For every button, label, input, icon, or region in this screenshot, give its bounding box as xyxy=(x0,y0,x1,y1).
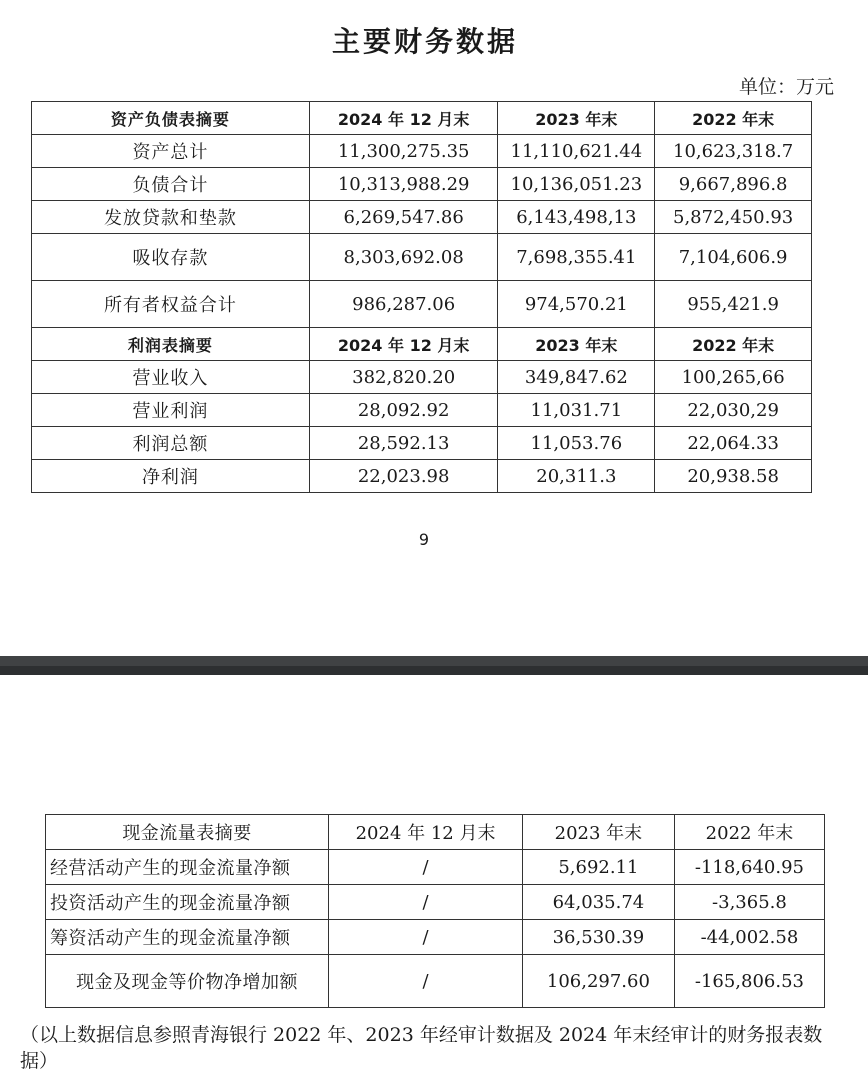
row-label: 吸收存款 xyxy=(32,234,310,281)
page-number: 9 xyxy=(418,530,430,549)
table-cell: 6,143,498,13 xyxy=(498,201,655,234)
table-cell: 5,692.11 xyxy=(522,850,674,885)
table-cell: -118,640.95 xyxy=(674,850,824,885)
table-cell: 6,269,547.86 xyxy=(309,201,498,234)
table-cell: -165,806.53 xyxy=(674,955,824,1008)
table-cell: 22,030,29 xyxy=(655,394,812,427)
row-label: 所有者权益合计 xyxy=(32,281,310,328)
table-cell: 20,938.58 xyxy=(655,460,812,493)
header-cell: 现金流量表摘要 xyxy=(46,815,329,850)
table-cell: 986,287.06 xyxy=(309,281,498,328)
row-label: 筹资活动产生的现金流量净额 xyxy=(46,920,329,955)
table-row xyxy=(46,955,825,1008)
table-cell: 11,053.76 xyxy=(498,427,655,460)
header-cell: 2022 年末 xyxy=(655,328,812,361)
financial-summary-table xyxy=(31,101,812,493)
table-cell: / xyxy=(329,850,523,885)
row-label: 净利润 xyxy=(32,460,310,493)
row-label: 资产总计 xyxy=(32,135,310,168)
row-label: 利润总额 xyxy=(32,427,310,460)
row-label: 经营活动产生的现金流量净额 xyxy=(46,850,329,885)
table-row xyxy=(32,201,812,234)
row-label: 负债合计 xyxy=(32,168,310,201)
table-cell: 28,592.13 xyxy=(309,427,498,460)
table-cell: 974,570.21 xyxy=(498,281,655,328)
table-cell: 28,092.92 xyxy=(309,394,498,427)
table-cell: 10,136,051.23 xyxy=(498,168,655,201)
table-row xyxy=(46,885,825,920)
row-label: 投资活动产生的现金流量净额 xyxy=(46,885,329,920)
table-cell: 36,530.39 xyxy=(522,920,674,955)
header-cell: 2024 年 12 月末 xyxy=(309,328,498,361)
header-cell: 2024 年 12 月末 xyxy=(309,102,498,135)
table-row xyxy=(32,168,812,201)
table-cell: 11,110,621.44 xyxy=(498,135,655,168)
table-cell: / xyxy=(329,920,523,955)
table-cell: 8,303,692.08 xyxy=(309,234,498,281)
table-cell: 10,313,988.29 xyxy=(309,168,498,201)
table-cell: 22,023.98 xyxy=(309,460,498,493)
table-cell: / xyxy=(329,955,523,1008)
row-label: 营业利润 xyxy=(32,394,310,427)
table-cell: / xyxy=(329,885,523,920)
table-cell: -3,365.8 xyxy=(674,885,824,920)
header-cell: 2022 年末 xyxy=(655,102,812,135)
table-cell: -44,002.58 xyxy=(674,920,824,955)
header-cell: 2023 年末 xyxy=(522,815,674,850)
header-cell: 2023 年末 xyxy=(498,102,655,135)
table-cell: 20,311.3 xyxy=(498,460,655,493)
table-cell: 7,698,355.41 xyxy=(498,234,655,281)
table-row xyxy=(32,394,812,427)
row-label: 现金及现金等价物净增加额 xyxy=(46,955,329,1008)
table-cell: 955,421.9 xyxy=(655,281,812,328)
table-cell: 64,035.74 xyxy=(522,885,674,920)
table-header-row xyxy=(46,815,825,850)
table-cell: 382,820.20 xyxy=(309,361,498,394)
table-cell: 11,031.71 xyxy=(498,394,655,427)
page-title: 主要财务数据 xyxy=(331,25,518,58)
page-separator-shadow xyxy=(0,666,868,675)
table-header-row xyxy=(32,328,812,361)
header-cell: 利润表摘要 xyxy=(32,328,310,361)
table-row xyxy=(32,361,812,394)
table-cell: 100,265,66 xyxy=(655,361,812,394)
table-cell: 106,297.60 xyxy=(522,955,674,1008)
table-cell: 9,667,896.8 xyxy=(655,168,812,201)
table-cell: 7,104,606.9 xyxy=(655,234,812,281)
table-row xyxy=(32,281,812,328)
source-note: （以上数据信息参照青海银行 2022 年、2023 年经审计数据及 2024 年末经审计的财务报表数据） xyxy=(20,1024,823,1072)
table-row xyxy=(46,850,825,885)
table-cell: 22,064.33 xyxy=(655,427,812,460)
page-separator xyxy=(0,656,868,666)
row-label: 营业收入 xyxy=(32,361,310,394)
table-row xyxy=(32,460,812,493)
header-cell: 2023 年末 xyxy=(498,328,655,361)
cash-flow-table xyxy=(45,814,825,1008)
row-label: 发放贷款和垫款 xyxy=(32,201,310,234)
table-header-row xyxy=(32,102,812,135)
table-row xyxy=(46,920,825,955)
header-cell: 资产负债表摘要 xyxy=(32,102,310,135)
table-cell: 349,847.62 xyxy=(498,361,655,394)
table-cell: 11,300,275.35 xyxy=(309,135,498,168)
unit-label: 单位：万元 xyxy=(738,76,834,98)
table-row xyxy=(32,427,812,460)
header-cell: 2022 年末 xyxy=(674,815,824,850)
header-cell: 2024 年 12 月末 xyxy=(329,815,523,850)
table-row xyxy=(32,234,812,281)
table-row xyxy=(32,135,812,168)
table-cell: 5,872,450.93 xyxy=(655,201,812,234)
table-cell: 10,623,318.7 xyxy=(655,135,812,168)
